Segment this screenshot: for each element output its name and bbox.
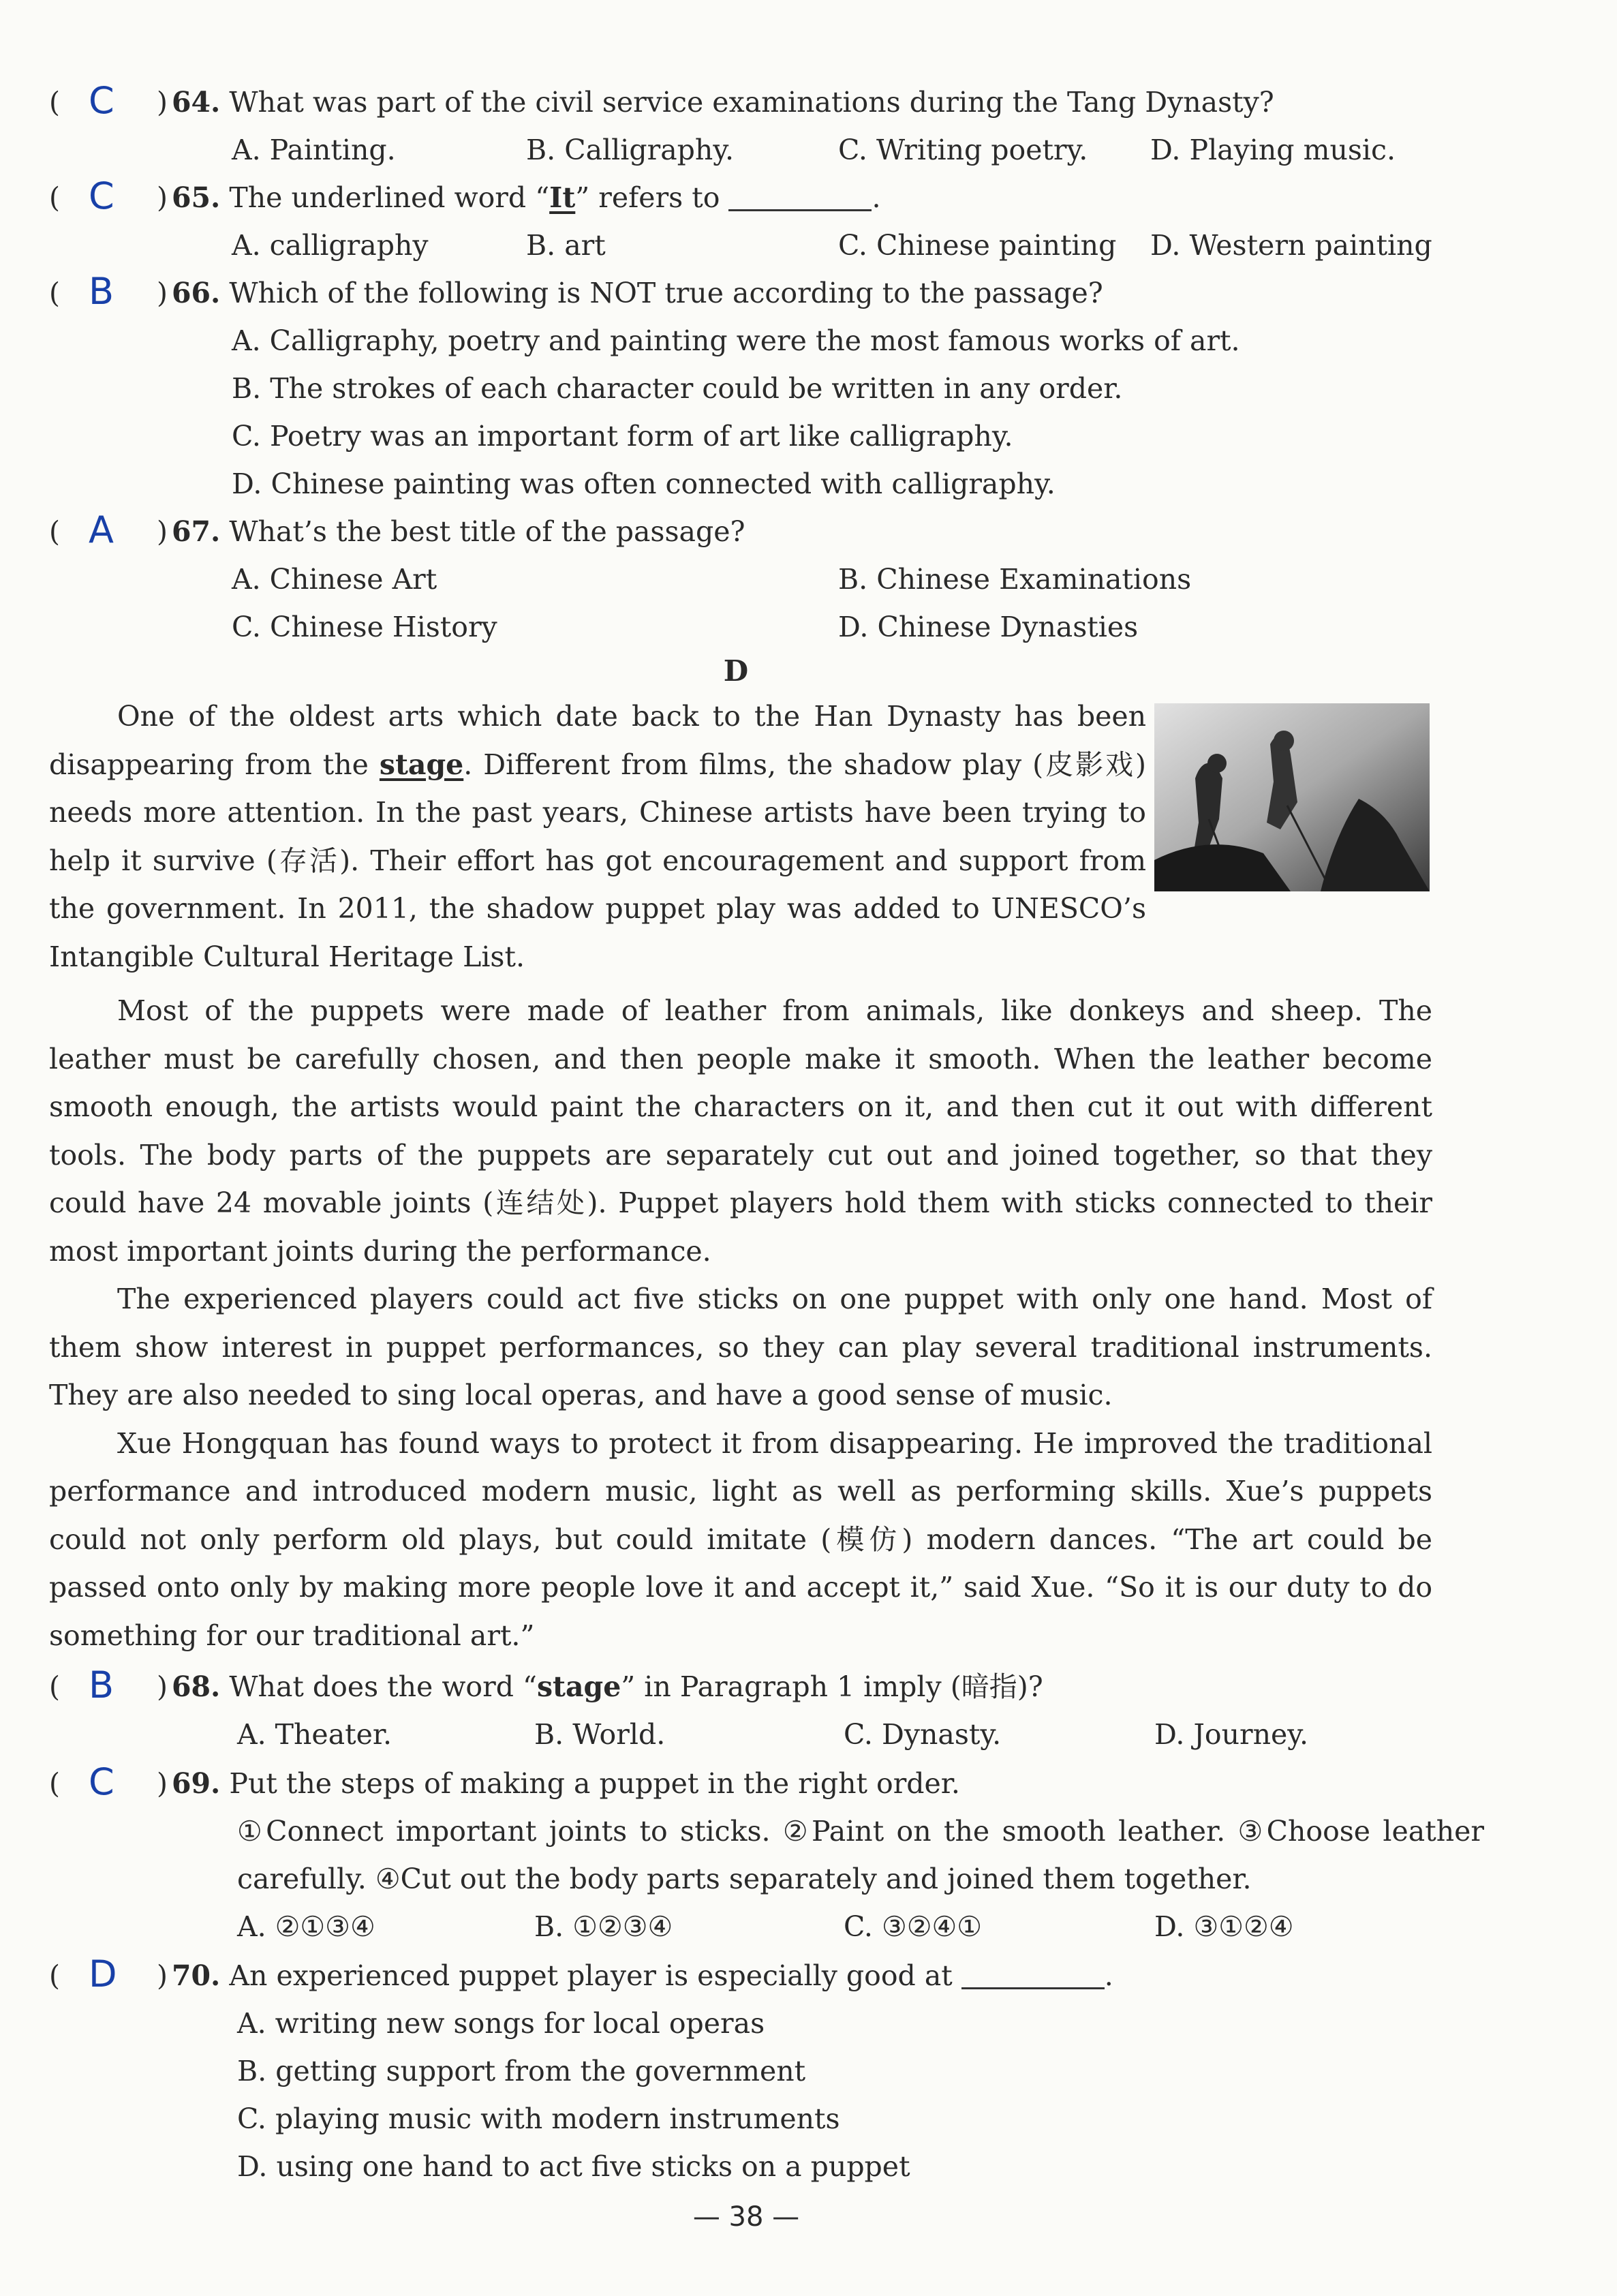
option-b: B. Calligraphy. [526, 134, 735, 166]
option-c: C. Dynasty. [844, 1718, 1002, 1751]
answer-paren-open: ( [49, 277, 60, 309]
answer-paren-open: ( [49, 86, 60, 119]
answer-70: D [89, 1953, 117, 1995]
paragraph-1: One of the oldest arts which date back to the Han Dynasty has been disappearing from the stage. Different from films, the shadow play (皮影戏) needs more attention. In the past years, Chinese artists have been trying to help it survive (存活). Their effort has got encouragement and support from the government. In 2011, the shadow puppet play was added to UNESCO’s Intangible Cultural Heritage List. [49, 700, 1146, 973]
answer-68: B [89, 1664, 114, 1706]
option-a: A. Calligraphy, poetry and painting were the most famous works of art. [232, 324, 1240, 357]
option-d: D. Chinese painting was often connected with calligraphy. [232, 468, 1056, 500]
paragraph-3: The experienced players could act five sticks on one puppet with only one hand. Most of them show interest in puppet performances, so they can play several traditional instruments. They are also needed to sing local operas, and have a good sense of music. [49, 1283, 1432, 1411]
answer-64: C [89, 79, 114, 122]
answer-65: C [89, 174, 114, 217]
option-a: A. calligraphy [232, 229, 429, 262]
answer-66: B [89, 270, 114, 313]
option-d: D. Chinese Dynasties [838, 611, 1139, 643]
answer-paren-close: ) [157, 1959, 168, 1992]
answer-69: C [89, 1760, 114, 1803]
underlined-word-stage: stage [379, 748, 464, 781]
option-c: C. ③②④① [844, 1910, 982, 1943]
question-69 [49, 1760, 1485, 1950]
question-stem: 69. Put the steps of making a puppet in the right order. [172, 1767, 960, 1800]
options [49, 2000, 1439, 2190]
answer-paren-close: ) [157, 1670, 168, 1703]
answer-paren-open: ( [49, 515, 60, 548]
answer-paren-close: ) [157, 277, 168, 309]
options [49, 221, 1439, 269]
question-65 [49, 174, 1439, 269]
question-70 [49, 1952, 1439, 2190]
option-a: A. Painting. [232, 134, 396, 166]
answer-paren-close: ) [157, 1767, 168, 1800]
option-c: C. playing music with modern instruments [237, 2102, 840, 2135]
option-b: B. art [526, 229, 606, 262]
option-d: D. ③①②④ [1154, 1910, 1294, 1943]
options [49, 555, 1439, 603]
answer-paren-open: ( [49, 1767, 60, 1800]
question-stem: 67. What’s the best title of the passage? [172, 515, 745, 548]
section-title: D [723, 654, 749, 688]
options [49, 126, 1439, 174]
question-64 [49, 78, 1439, 174]
option-a: A. ②①③④ [237, 1910, 375, 1943]
option-c: C. Chinese History [232, 611, 497, 643]
answer-67: A [89, 508, 114, 551]
answer-blank [961, 1960, 1105, 1989]
reading-passage [49, 692, 1432, 981]
option-c: C. Chinese painting [838, 229, 1117, 262]
puppet-steps: ①Connect important joints to sticks. ②Paint on the smooth leather. ③Choose leather carefully. ④Cut out the body parts separately and joined them together. [237, 1815, 1485, 1895]
answer-paren-open: ( [49, 1959, 60, 1992]
option-b: B. getting support from the government [237, 2055, 806, 2087]
option-c: C. Poetry was an important form of art like calligraphy. [232, 420, 1013, 453]
answer-paren-close: ) [157, 181, 168, 214]
options [49, 317, 1439, 508]
option-a: A. Theater. [237, 1718, 392, 1751]
reading-passage-continued [49, 987, 1432, 1659]
option-b: B. World. [534, 1718, 666, 1751]
paragraph-2: Most of the puppets were made of leather from animals, like donkeys and sheep. The leather must be carefully chosen, and then people make it smooth. When the leather become smooth enough, the artists would paint the characters on it, and then cut it out with different tools. The body parts of the puppets are separately cut out and joined together, so that they could have 24 movable joints (连结处). Puppet players hold them with sticks connected to their most important joints during the performance. [49, 994, 1432, 1268]
option-a: A. Chinese Art [232, 563, 437, 596]
question-stem: 68. What does the word “stage” in Paragraph 1 imply (暗指)? [172, 1670, 1043, 1703]
answer-paren-open: ( [49, 181, 60, 214]
question-68 [49, 1663, 1439, 1758]
question-stem: 70. An experienced puppet player is especially good at . [172, 1959, 1113, 1992]
option-c: C. Writing poetry. [838, 134, 1088, 166]
answer-paren-close: ) [157, 515, 168, 548]
answer-paren-open: ( [49, 1670, 60, 1703]
option-b: B. The strokes of each character could be written in any order. [232, 372, 1123, 405]
option-d: D. Journey. [1154, 1718, 1309, 1751]
option-a: A. writing new songs for local operas [237, 2007, 765, 2040]
option-d: D. Playing music. [1150, 134, 1396, 166]
question-66 [49, 269, 1439, 508]
question-stem: 66. Which of the following is NOT true according to the passage? [172, 277, 1103, 309]
option-d: D. using one hand to act five sticks on a puppet [237, 2150, 910, 2183]
question-stem: 64. What was part of the civil service examinations during the Tang Dynasty? [172, 86, 1274, 119]
question-stem: 65. The underlined word “It” refers to . [172, 181, 881, 214]
question-67 [49, 508, 1439, 651]
options [49, 1903, 1439, 1950]
option-b: B. Chinese Examinations [838, 563, 1192, 596]
option-d: D. Western painting [1150, 229, 1432, 262]
options [49, 1711, 1439, 1758]
answer-paren-close: ) [157, 86, 168, 119]
options [49, 603, 1439, 651]
paragraph-4: Xue Hongquan has found ways to protect it from disappearing. He improved the traditional performance and introduced modern music, light as well as performing skills. Xue’s puppets could not only perform old plays, but could imitate (模仿) modern dances. “The art could be passed onto only by making more people love it and accept it,” said Xue. “So it is our duty to do something for our traditional art.” [49, 1426, 1432, 1652]
answer-blank [728, 182, 872, 211]
page-number: — 38 — [692, 2201, 800, 2233]
option-b: B. ①②③④ [534, 1910, 673, 1943]
